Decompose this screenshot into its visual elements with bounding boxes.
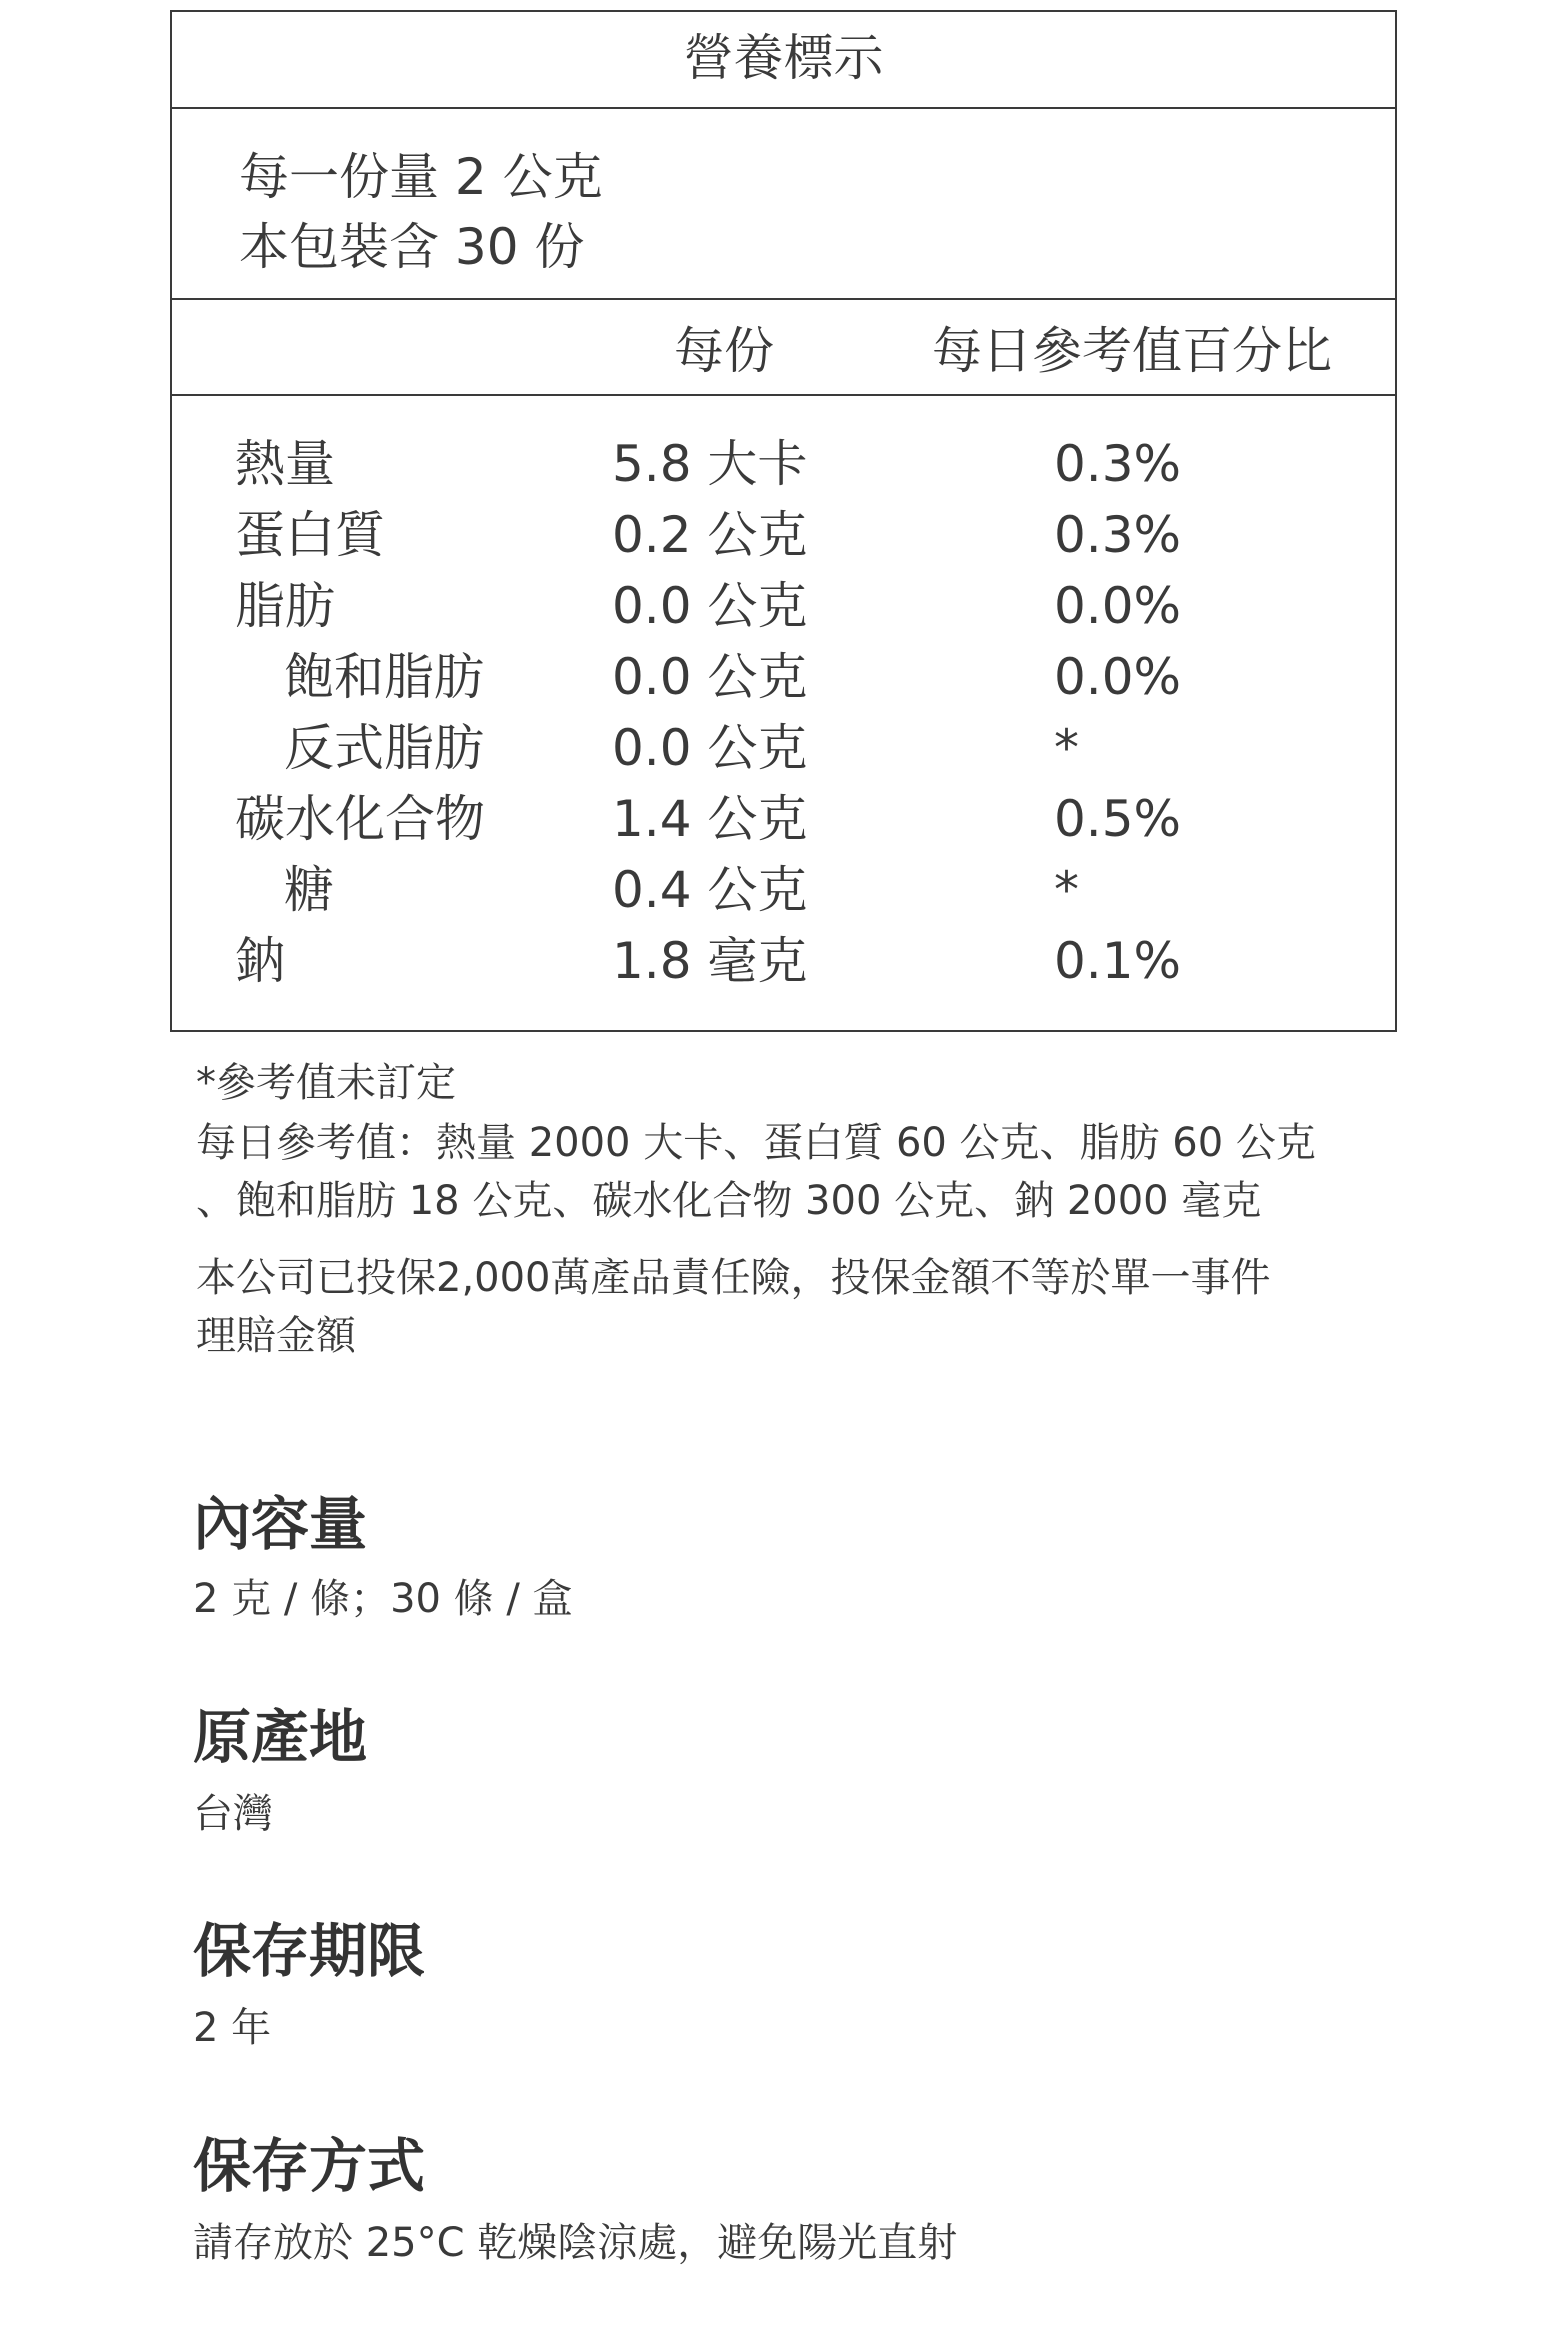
nutrient-daily-percent: 0.0% [1054,577,1182,635]
nutrient-daily-percent: * [1054,861,1079,919]
footnote-daily-reference: 每日參考值：熱量 2000 大卡、蛋白質 60 公克、脂肪 60 公克 [196,1120,1316,1166]
nutrition-facts-table [170,10,1397,1032]
column-header-per-serving: 每份 [674,322,774,380]
nutrient-amount: 0.0 公克 [612,648,808,706]
section-title-storage: 保存方式 [193,2132,426,2200]
nutrient-name: 碳水化合物 [235,790,485,848]
footnote-undefined-reference: *參考值未訂定 [196,1060,456,1106]
footnote-daily-reference: 、飽和脂肪 18 公克、碳水化合物 300 公克、鈉 2000 毫克 [196,1178,1262,1224]
section-title-shelf-life: 保存期限 [193,1917,426,1985]
nutrient-daily-percent: 0.3% [1054,506,1182,564]
footnote-insurance: 本公司已投保2,000萬產品責任險，投保金額不等於單一事件 [196,1255,1271,1301]
section-value-origin: 台灣 [193,1791,273,1837]
nutrient-amount: 1.4 公克 [612,790,808,848]
nutrient-daily-percent: 0.0% [1054,648,1182,706]
nutrient-amount: 0.4 公克 [612,861,808,919]
nutrition-title: 營養標示 [683,29,884,87]
nutrient-name-sub: 糖 [284,861,334,919]
divider [172,298,1395,300]
footnote-insurance: 理賠金額 [196,1313,356,1359]
nutrient-amount: 5.8 大卡 [612,435,808,493]
nutrient-amount: 0.0 公克 [612,577,808,635]
section-value-content: 2 克 / 條；30 條 / 盒 [193,1576,573,1622]
nutrient-name: 脂肪 [235,577,335,635]
nutrient-name: 熱量 [235,435,335,493]
serving-size: 每一份量 2 公克 [239,148,603,206]
servings-per-package: 本包裝含 30 份 [239,218,585,276]
nutrient-amount: 0.2 公克 [612,506,808,564]
nutrient-daily-percent: 0.5% [1054,790,1182,848]
section-title-content: 內容量 [193,1490,368,1558]
divider [172,107,1395,109]
divider [172,394,1395,396]
nutrient-name: 鈉 [235,932,285,990]
nutrient-amount: 1.8 毫克 [612,932,808,990]
section-value-storage: 請存放於 25°C 乾燥陰涼處，避免陽光直射 [193,2220,958,2266]
column-header-daily-percent: 每日參考值百分比 [932,322,1332,380]
nutrient-daily-percent: 0.1% [1054,932,1182,990]
nutrient-name: 蛋白質 [235,506,385,564]
nutrient-amount: 0.0 公克 [612,719,808,777]
nutrient-daily-percent: * [1054,719,1079,777]
nutrient-name-sub: 反式脂肪 [284,719,484,777]
nutrient-name-sub: 飽和脂肪 [284,648,484,706]
section-title-origin: 原產地 [193,1703,368,1771]
section-value-shelf-life: 2 年 [193,2005,272,2051]
nutrient-daily-percent: 0.3% [1054,435,1182,493]
